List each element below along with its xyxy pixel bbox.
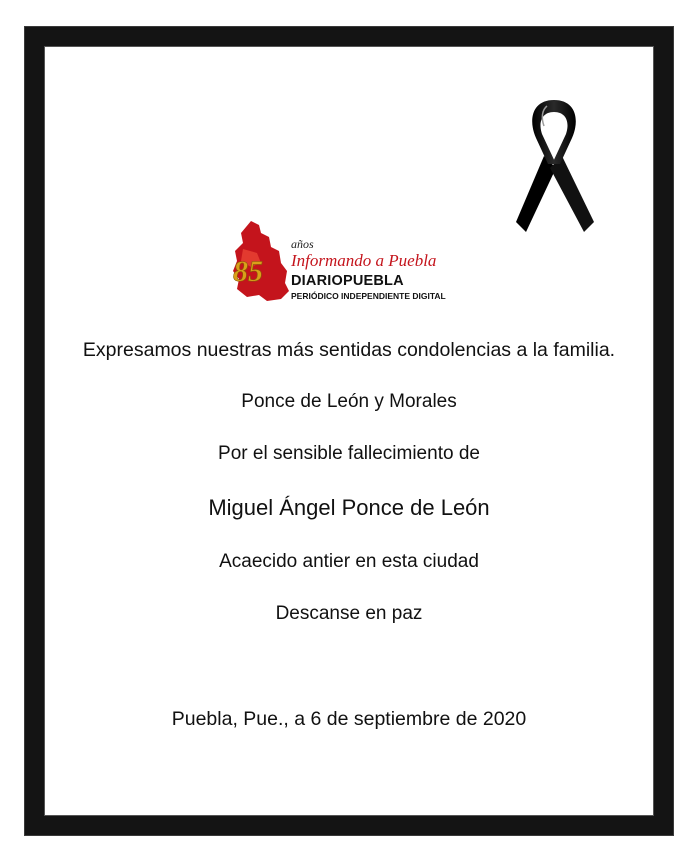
logo-brand-name xyxy=(291,273,404,289)
logo-years-label: años xyxy=(291,237,314,251)
condolence-line: Expresamos nuestras más sentidas condolencias a la familia. xyxy=(82,339,616,361)
diario-puebla-logo xyxy=(229,219,461,303)
deceased-name: Miguel Ángel Ponce de León xyxy=(208,495,490,520)
logo-name-part1: DIARIO xyxy=(291,273,343,289)
puebla-map-emblem xyxy=(229,219,291,303)
reason-line: Por el sensible fallecimiento de xyxy=(218,443,480,464)
anniversary-number: 85 xyxy=(233,255,263,288)
logo-tagline: Informando a Puebla xyxy=(291,251,437,270)
closing-line: Descanse en paz xyxy=(275,603,423,624)
logo-subtitle: PERIÓDICO INDEPENDIENTE DIGITAL xyxy=(291,291,446,301)
mourning-ribbon-icon xyxy=(514,98,596,232)
detail-line: Acaecido antier en esta ciudad xyxy=(219,551,479,572)
family-name: Ponce de León y Morales xyxy=(241,391,457,412)
notice-card xyxy=(44,46,654,816)
place-date: Puebla, Pue., a 6 de septiembre de 2020 xyxy=(171,708,527,730)
black-picture-frame xyxy=(24,26,674,836)
logo-name-part2: PUEBLA xyxy=(342,273,404,289)
